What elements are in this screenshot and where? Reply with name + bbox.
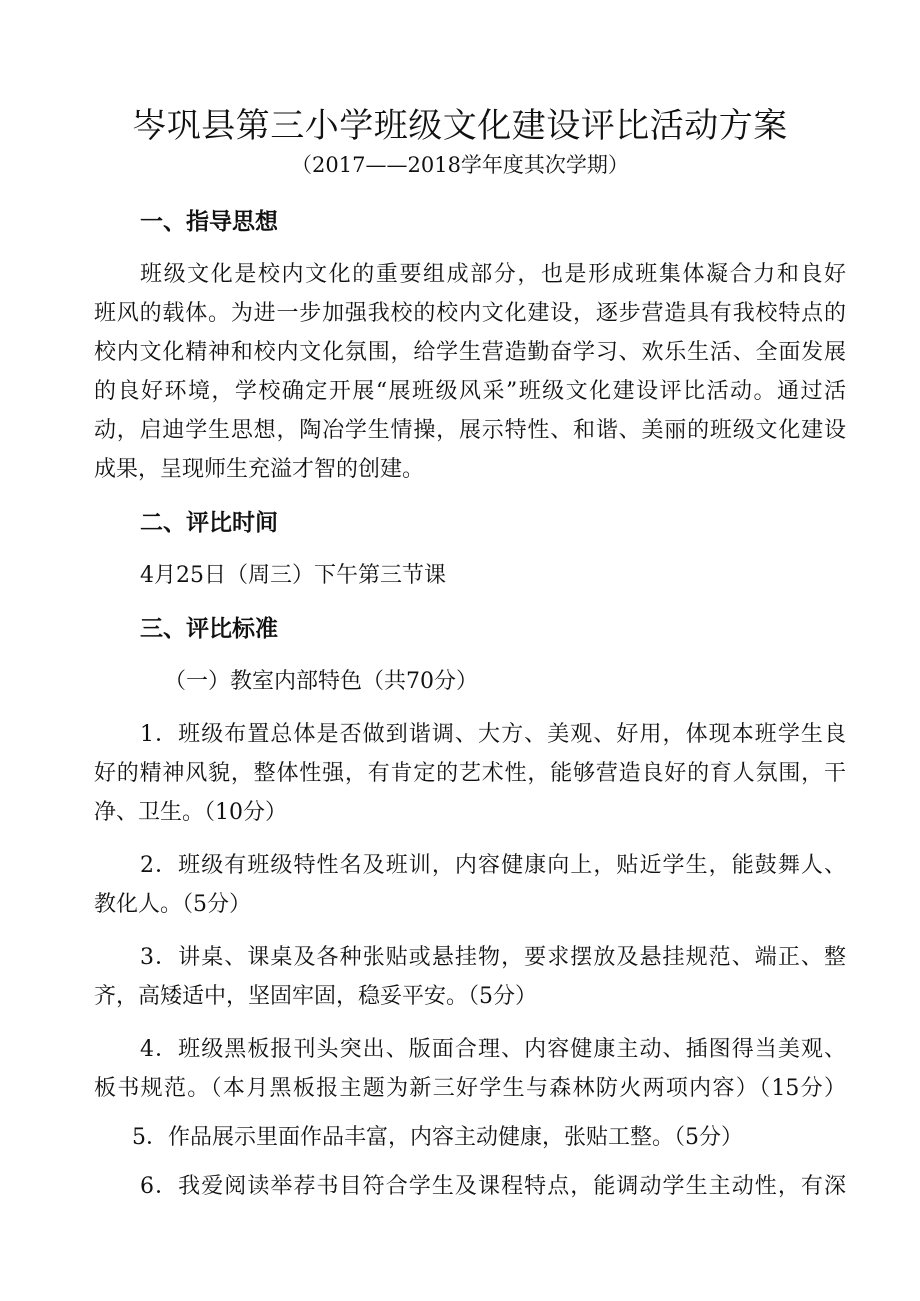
criteria-item-1-line: 净、卫生。（10分） [94,800,287,825]
section-heading-evaluation-time: 二、评比时间 [140,510,278,536]
criteria-item-2-line: 2．班级有班级特性名及班训，内容健康向上，贴近学生，能鼓舞人、 [140,853,846,878]
paragraph-line: 动，启迪学生思想，陶冶学生情操，展示特性、和谐、美丽的班级文化建设 [94,418,846,443]
paragraph-line: 校内文化精神和校内文化氛围，给学生营造勤奋学习、欢乐生活、全面发展 [94,340,846,365]
criteria-item-4-line: 板书规范。（本月黑板报主题为新三好学生与森林防火两项内容）（15分） [94,1076,846,1101]
section-heading-guiding-ideology: 一、指导思想 [140,209,278,235]
criteria-item-1-line: 好的精神风貌，整体性强，有肯定的艺术性，能够营造良好的育人氛围，干 [94,761,846,786]
section-heading-evaluation-criteria: 三、评比标准 [140,616,278,642]
paragraph-line: 成果，呈现师生充溢才智的创建。 [94,457,425,482]
paragraph-line: 班级文化是校内文化的重要组成部分，也是形成班集体凝合力和良好 [140,262,846,287]
criteria-item-3-line: 3．讲桌、课桌及各种张贴或悬挂物，要求摆放及悬挂规范、端正、整 [140,945,846,970]
subsection-heading-classroom-features: （一）教室内部特色（共70分） [164,669,478,694]
document-title: 岑巩县第三小学班级文化建设评比活动方案 [132,106,788,146]
document-subtitle: （2017——2018学年度其次学期） [291,153,629,177]
criteria-item-3-line: 齐，高矮适中，坚固牢固，稳妥平安。（5分） [94,984,537,1009]
criteria-item-5-line: 5．作品展示里面作品丰富，内容主动健康，张贴工整。（5分） [132,1125,743,1150]
criteria-item-2-line: 教化人。（5分） [94,892,251,917]
evaluation-time-text: 4月25日（周三）下午第三节课 [140,563,446,588]
paragraph-line: 班风的载体。为进一步加强我校的校内文化建设，逐步营造具有我校特点的 [94,301,846,326]
paragraph-line: 的良好环境，学校确定开展“展班级风采”班级文化建设评比活动。通过活 [94,379,846,404]
criteria-item-4-line: 4．班级黑板报刊头突出、版面合理、内容健康主动、插图得当美观、 [140,1037,846,1062]
criteria-item-1-line: 1．班级布置总体是否做到谐调、大方、美观、好用，体现本班学生良 [140,722,846,747]
criteria-item-6-line: 6．我爱阅读举荐书目符合学生及课程特点，能调动学生主动性，有深 [140,1174,846,1199]
